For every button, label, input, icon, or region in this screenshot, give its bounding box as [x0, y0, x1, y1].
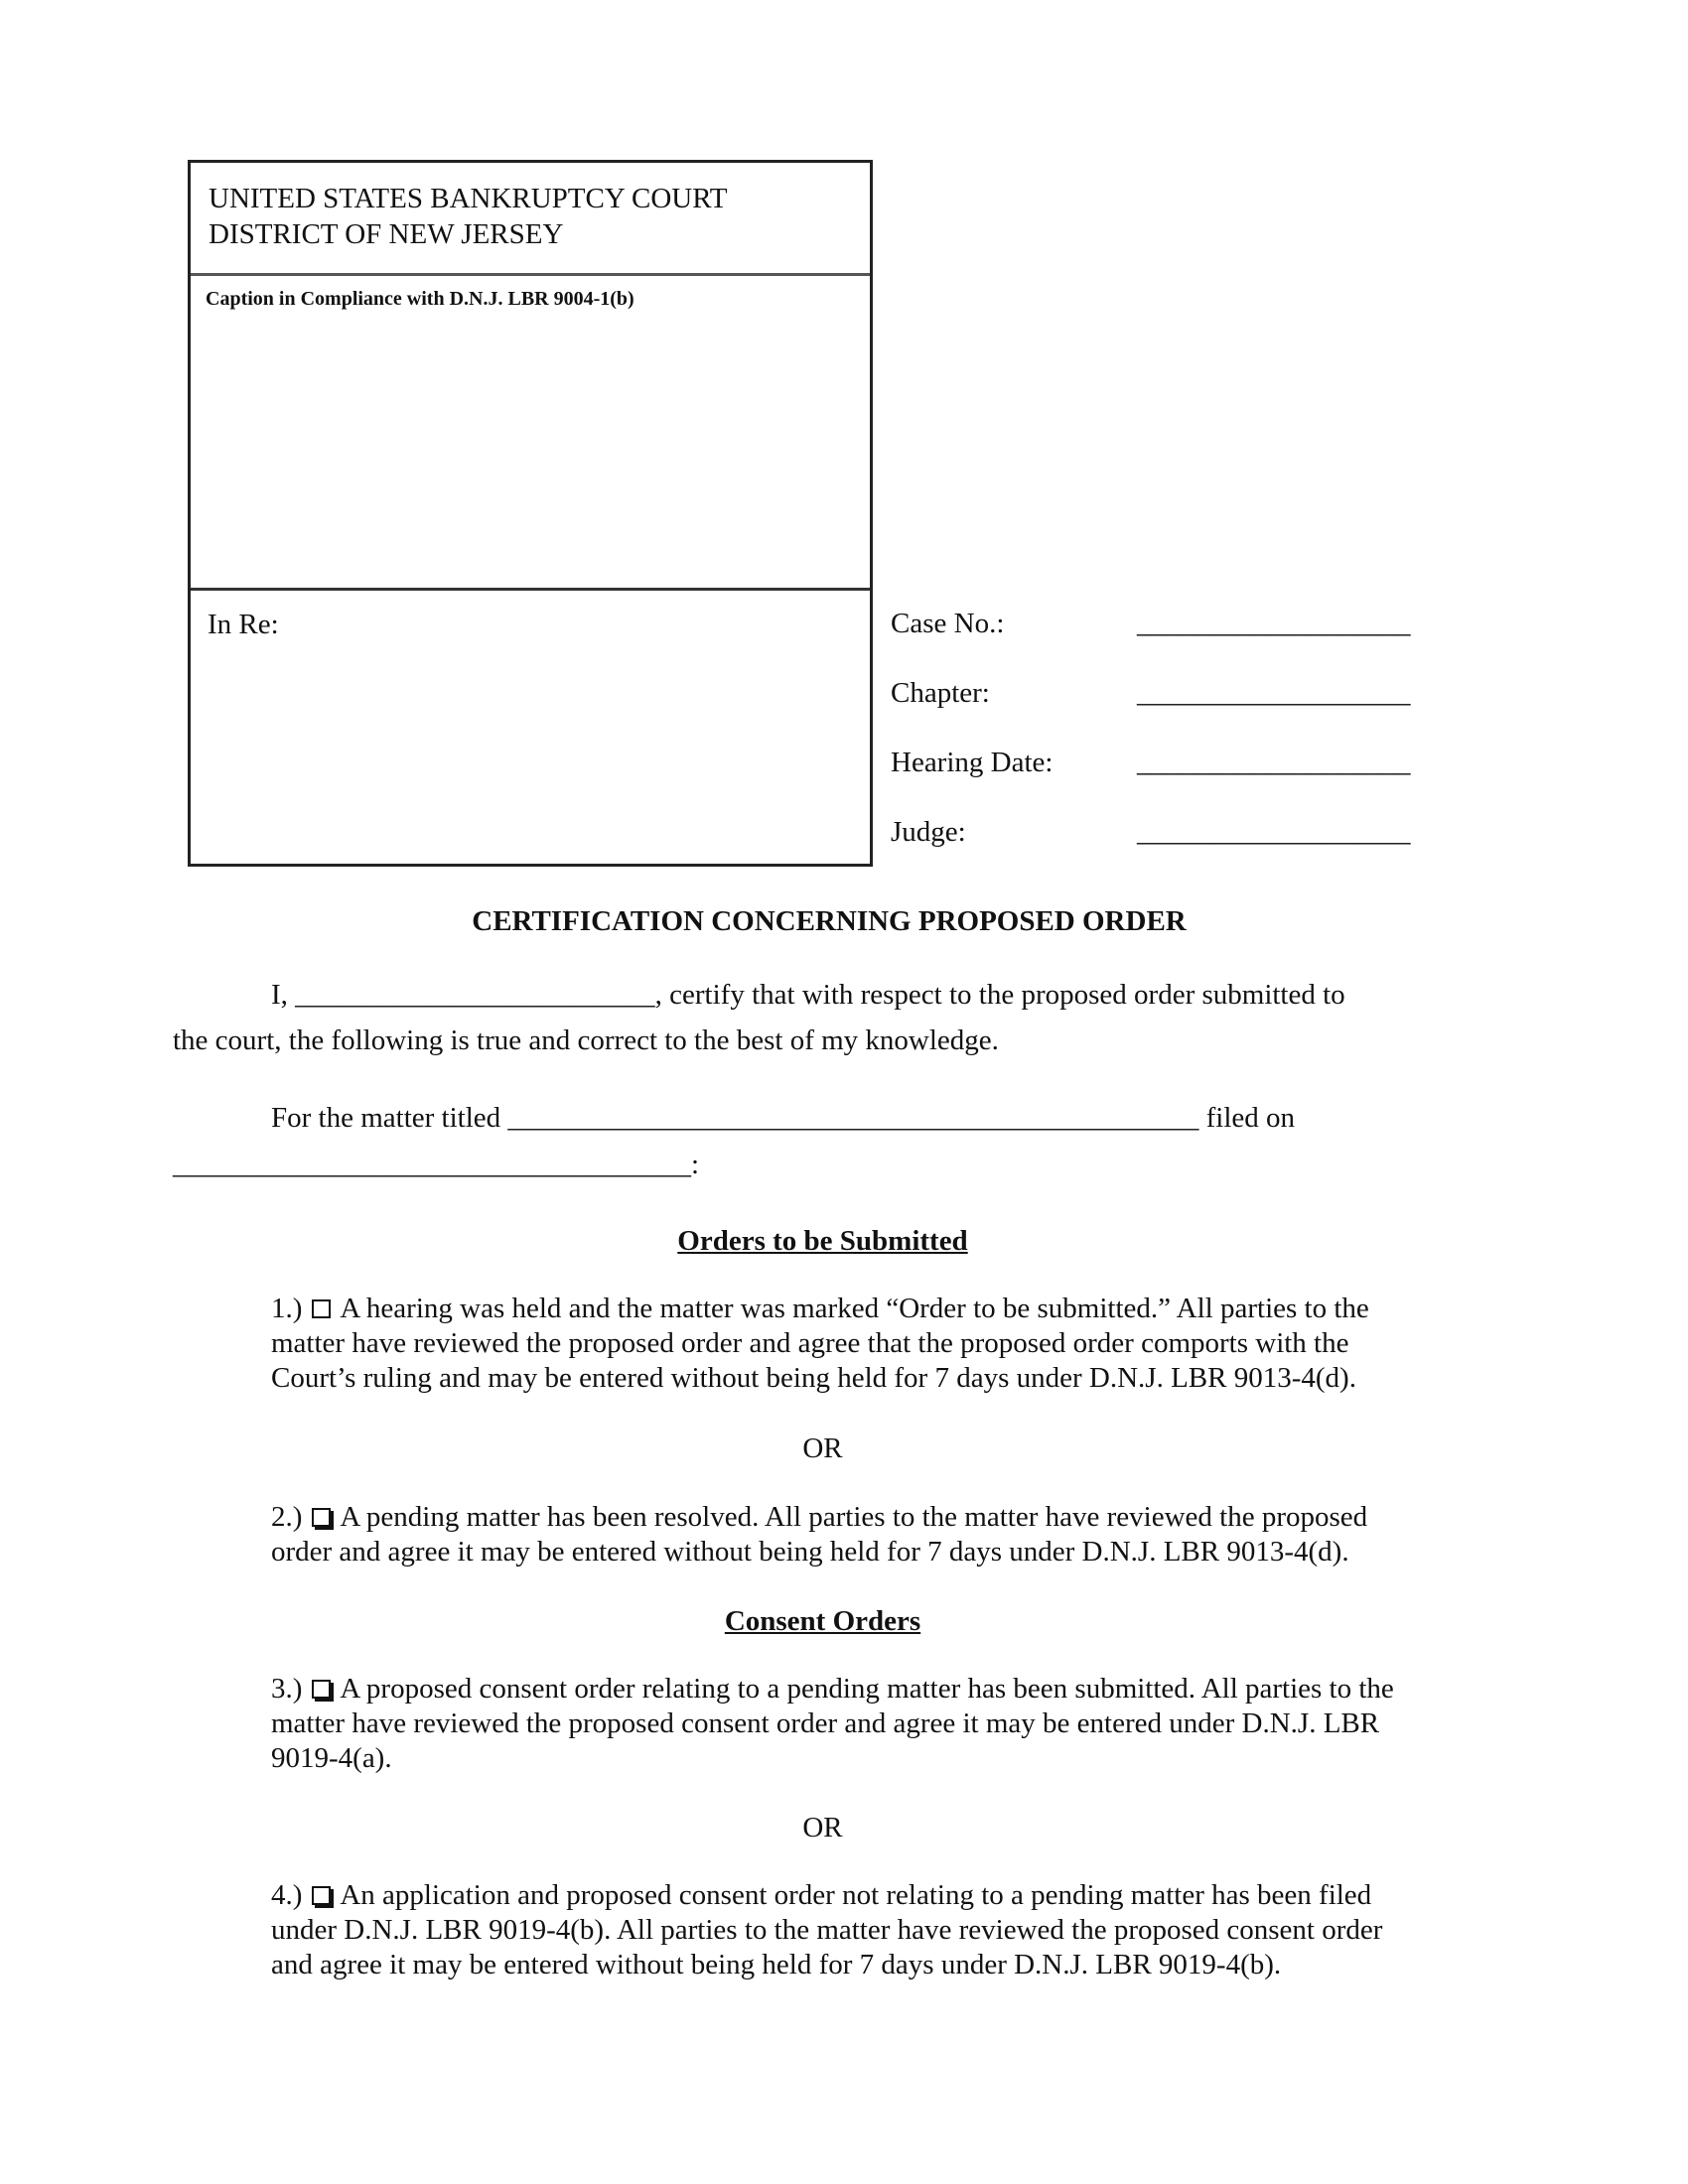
court-district: DISTRICT OF NEW JERSEY	[209, 218, 564, 250]
certify-line-2: the court, the following is true and correct to the best of my knowledge.	[173, 1024, 999, 1056]
item-2-line-2: order and agree it may be entered without being held for 7 days under D.N.J. LBR 9013-4(d).	[271, 1536, 1349, 1568]
item-4-number: 4.)	[271, 1879, 303, 1911]
orders-to-be-submitted-heading: Orders to be Submitted	[677, 1225, 968, 1257]
certify-line-1: I, _________________________, certify that with respect to the proposed order submitted to	[271, 979, 1345, 1011]
consent-orders-heading: Consent Orders	[724, 1605, 921, 1637]
in-re-divider	[191, 588, 870, 591]
item-3-line-3: 9019-4(a).	[271, 1742, 392, 1774]
hearing-date-label: Hearing Date:	[891, 747, 1054, 778]
item-2	[271, 1500, 1367, 1570]
judge-label: Judge:	[891, 816, 966, 848]
in-re-label: In Re:	[208, 609, 279, 640]
caption-divider	[191, 273, 870, 276]
item-1-line-1: A hearing was held and the matter was marked “Order to be submitted.” All parties to the	[340, 1293, 1369, 1324]
item-2-checkbox[interactable]	[312, 1508, 331, 1527]
case-number-label: Case No.:	[891, 608, 1005, 639]
case-number-field[interactable]: ___________________	[1137, 608, 1411, 639]
item-1	[271, 1292, 1369, 1396]
court-name: UNITED STATES BANKRUPTCY COURT	[209, 183, 728, 214]
item-4-line-1: An application and proposed consent order not relating to a pending matter has been filed	[340, 1879, 1372, 1911]
item-4-line-3: and agree it may be entered without being held for 7 days under D.N.J. LBR 9019-4(b).	[271, 1949, 1282, 1980]
hearing-date-field[interactable]: ___________________	[1137, 747, 1411, 778]
or-separator-2: OR	[802, 1812, 843, 1843]
item-1-line-2: matter have reviewed the proposed order and agree that the proposed order comports with the	[271, 1327, 1349, 1359]
court-header	[209, 181, 728, 252]
item-3-checkbox[interactable]	[312, 1680, 331, 1699]
item-1-checkbox[interactable]	[312, 1299, 331, 1318]
item-4-checkbox[interactable]	[312, 1886, 331, 1905]
item-1-number: 1.)	[271, 1293, 303, 1324]
chapter-label: Chapter:	[891, 677, 990, 709]
item-2-number: 2.)	[271, 1501, 303, 1533]
item-3-line-2: matter have reviewed the proposed consent order and agree it may be entered under D.N.J. LBR	[271, 1707, 1380, 1739]
chapter-field[interactable]: ___________________	[1137, 677, 1411, 709]
item-1-line-3: Court’s ruling and may be entered without being held for 7 days under D.N.J. LBR 9013-4(d).	[271, 1362, 1356, 1394]
matter-line-1: For the matter titled ________________________________________________ filed on	[271, 1102, 1296, 1134]
item-3	[271, 1672, 1394, 1776]
item-2-line-1: A pending matter has been resolved. All parties to the matter have reviewed the proposed	[340, 1501, 1368, 1533]
caption-box	[188, 160, 873, 867]
item-3-line-1: A proposed consent order relating to a pending matter has been submitted. All parties to the	[340, 1673, 1394, 1705]
item-4-line-2: under D.N.J. LBR 9019-4(b). All parties to the matter have reviewed the proposed consent order	[271, 1914, 1383, 1946]
document-title: CERTIFICATION CONCERNING PROPOSED ORDER	[472, 905, 1187, 937]
or-separator-1: OR	[802, 1433, 843, 1464]
judge-field[interactable]: ___________________	[1137, 816, 1411, 848]
caption-compliance-note: Caption in Compliance with D.N.J. LBR 9004-1(b)	[206, 288, 634, 310]
item-4	[271, 1878, 1382, 1982]
matter-line-2: ____________________________________:	[173, 1149, 700, 1180]
item-3-number: 3.)	[271, 1673, 303, 1705]
